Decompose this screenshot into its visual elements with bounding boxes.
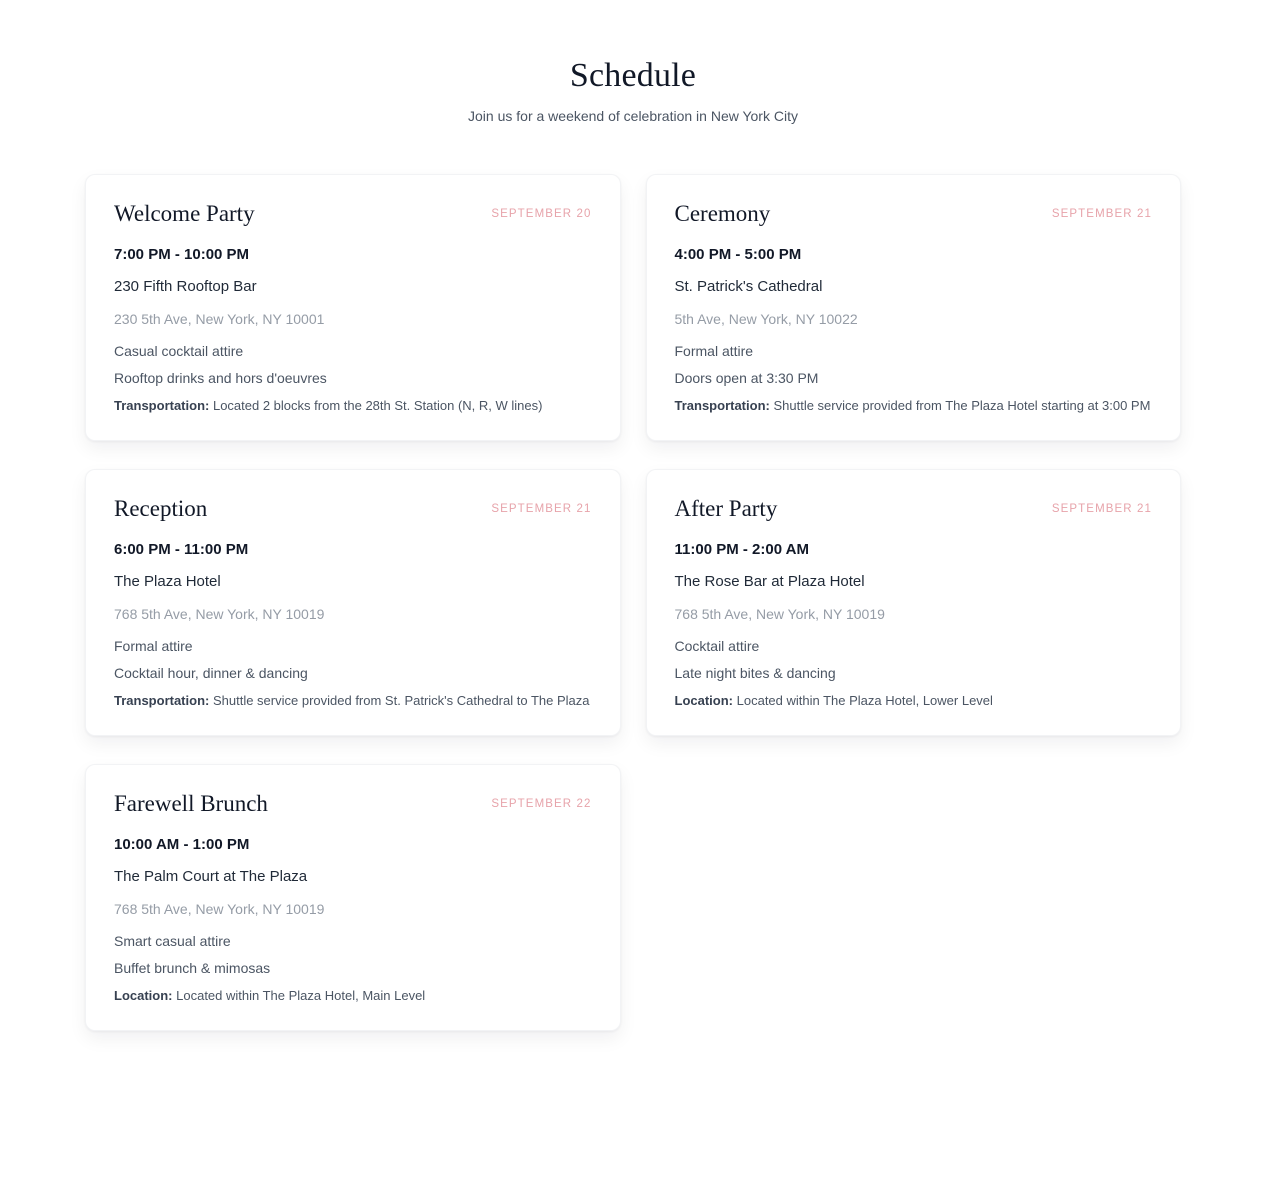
event-description: Doors open at 3:30 PM — [674, 369, 819, 386]
event-name: Farewell Brunch — [114, 790, 268, 816]
event-note-text: Located 2 blocks from the 28th St. Station (N, R, W lines) — [212, 397, 543, 413]
event-time: 4:00 PM - 5:00 PM — [674, 245, 802, 263]
event-note-label: Transportation: — [114, 692, 210, 708]
event-date-badge: SEPTEMBER 22 — [491, 797, 592, 810]
event-note-label: Location: — [114, 987, 173, 1003]
event-date-badge: SEPTEMBER 21 — [1051, 207, 1152, 220]
event-note — [675, 396, 1153, 416]
card-header — [675, 199, 1153, 229]
event-note-text: Shuttle service provided from The Plaza Hotel starting at 3:00 PM — [773, 397, 1151, 413]
event-attire: Cocktail attire — [674, 637, 760, 654]
event-venue: 230 Fifth Rooftop Bar — [114, 277, 257, 295]
event-note-text: Shuttle service provided from St. Patrick's Cathedral to The Plaza — [212, 692, 590, 708]
event-note — [114, 986, 592, 1006]
event-description: Late night bites & dancing — [674, 664, 836, 681]
event-address: 230 5th Ave, New York, NY 10001 — [114, 310, 325, 327]
event-name: Welcome Party — [114, 201, 255, 226]
event-description: Rooftop drinks and hors d'oeuvres — [114, 369, 327, 386]
event-name: Reception — [114, 495, 208, 521]
event-note-label: Transportation: — [674, 397, 770, 413]
card-header — [114, 494, 592, 524]
event-address: 768 5th Ave, New York, NY 10019 — [114, 900, 325, 917]
event-venue: The Plaza Hotel — [114, 572, 221, 590]
event-attire: Formal attire — [674, 342, 754, 359]
event-venue: St. Patrick's Cathedral — [674, 277, 823, 295]
page-subtitle: Join us for a weekend of celebration in New York City — [468, 108, 798, 124]
card-header — [114, 199, 592, 229]
event-time: 7:00 PM - 10:00 PM — [114, 245, 250, 263]
event-address: 768 5th Ave, New York, NY 10019 — [674, 605, 885, 622]
event-time: 6:00 PM - 11:00 PM — [114, 540, 249, 558]
card-header — [675, 494, 1153, 524]
event-name: After Party — [674, 495, 778, 521]
event-time: 11:00 PM - 2:00 AM — [674, 540, 809, 558]
event-description: Buffet brunch & mimosas — [114, 959, 271, 976]
event-card-welcome-party — [85, 174, 621, 441]
event-date-badge: SEPTEMBER 20 — [491, 207, 592, 220]
event-note — [675, 691, 1153, 711]
event-card-ceremony — [646, 174, 1182, 441]
events-grid — [85, 174, 1181, 1188]
event-attire: Casual cocktail attire — [114, 342, 244, 359]
event-note — [114, 691, 592, 711]
event-address: 768 5th Ave, New York, NY 10019 — [114, 605, 325, 622]
event-note-text: Located within The Plaza Hotel, Main Level — [176, 987, 426, 1003]
event-attire: Formal attire — [114, 637, 193, 654]
event-note — [114, 396, 592, 416]
event-note-label: Transportation: — [114, 397, 210, 413]
event-date-badge: SEPTEMBER 21 — [1051, 502, 1152, 515]
event-card-farewell-brunch — [85, 764, 621, 1031]
event-note-label: Location: — [674, 692, 733, 708]
event-name: Ceremony — [674, 201, 771, 226]
card-header — [114, 789, 592, 819]
event-card-after-party — [646, 469, 1182, 736]
event-venue: The Palm Court at The Plaza — [114, 867, 308, 885]
event-time: 10:00 AM - 1:00 PM — [114, 835, 250, 853]
event-card-reception — [85, 469, 621, 736]
event-attire: Smart casual attire — [114, 932, 231, 949]
event-description: Cocktail hour, dinner & dancing — [114, 664, 308, 681]
page-header — [0, 0, 1266, 124]
event-venue: The Rose Bar at Plaza Hotel — [674, 572, 865, 590]
page-title: Schedule — [569, 57, 697, 94]
event-note-text: Located within The Plaza Hotel, Lower Level — [736, 692, 993, 708]
event-date-badge: SEPTEMBER 21 — [491, 502, 592, 515]
event-address: 5th Ave, New York, NY 10022 — [674, 310, 858, 327]
